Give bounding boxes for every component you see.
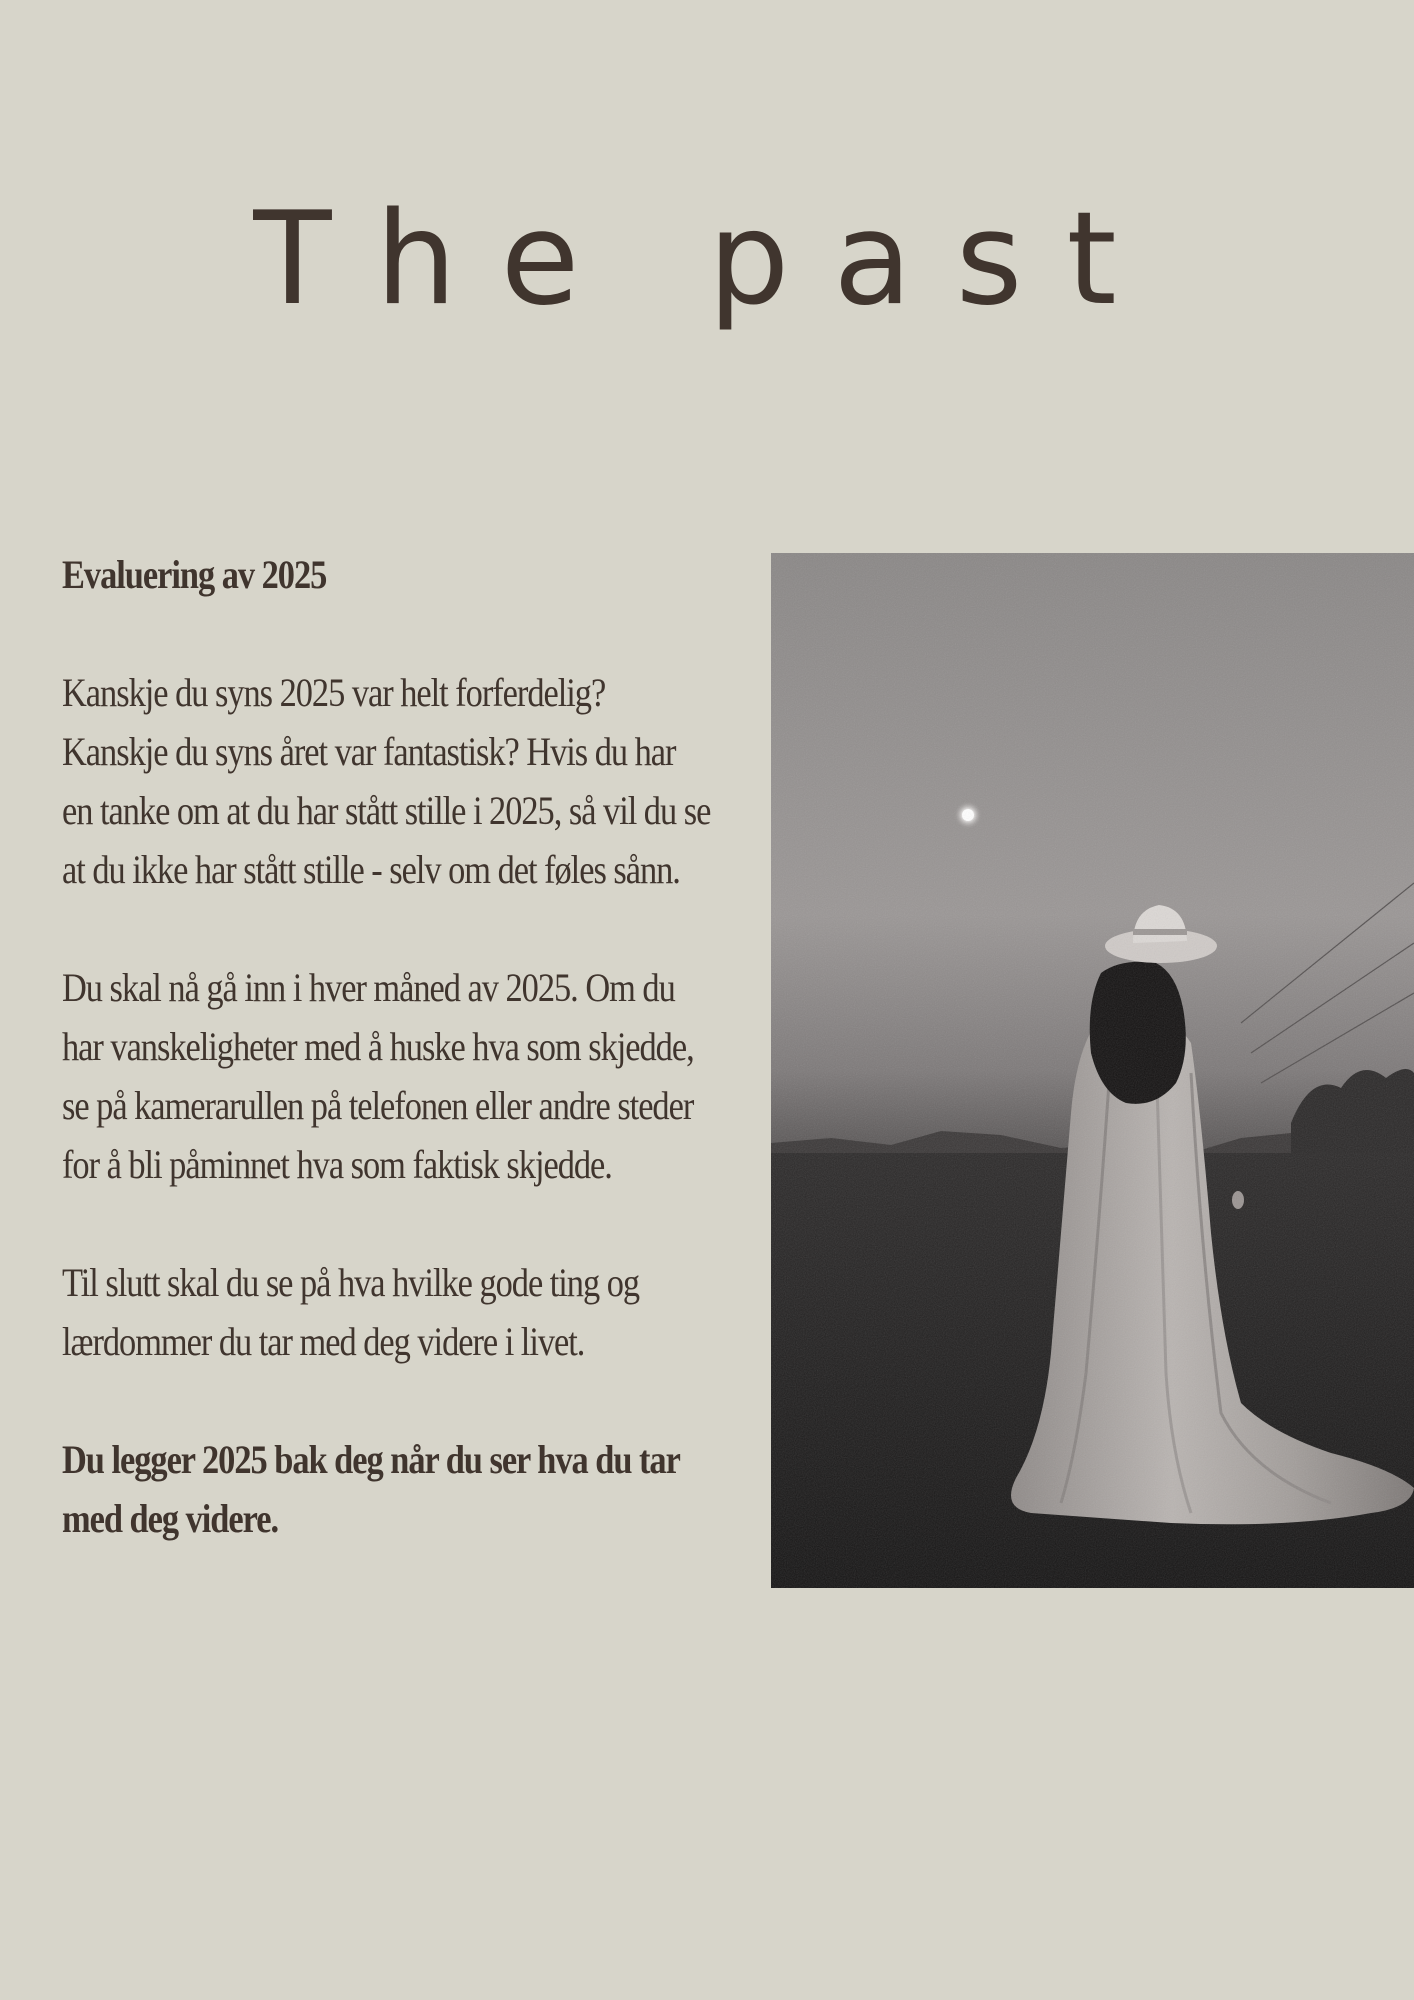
closing-statement: Du legger 2025 bak deg når du ser hva du tar med deg videre. xyxy=(62,1437,680,1541)
text-column xyxy=(62,545,712,1607)
page-title: The past xyxy=(253,185,1161,334)
section-heading: Evaluering av 2025 xyxy=(62,552,327,597)
paragraph-lessons: Til slutt skal du se på hva hvilke gode ting og lærdommer du tar med deg videre i livet. xyxy=(62,1260,640,1364)
paragraph-months: Du skal nå gå inn i hver måned av 2025. Om du har vanskeligheter med å huske hva som skjedde, se på kamerarullen på telefonen eller andre steder for å bli påminnet hva som faktisk skjedde. xyxy=(62,965,694,1187)
paragraph-intro: Kanskje du syns 2025 var helt forferdelig? Kanskje du syns året var fantastisk? Hvis du har en tanke om at du har stått stille i 2025, så vil du se at du ikke har stått stille - selv om det føles sånn. xyxy=(62,670,711,892)
photo-woman-under-moon xyxy=(771,553,1414,1588)
